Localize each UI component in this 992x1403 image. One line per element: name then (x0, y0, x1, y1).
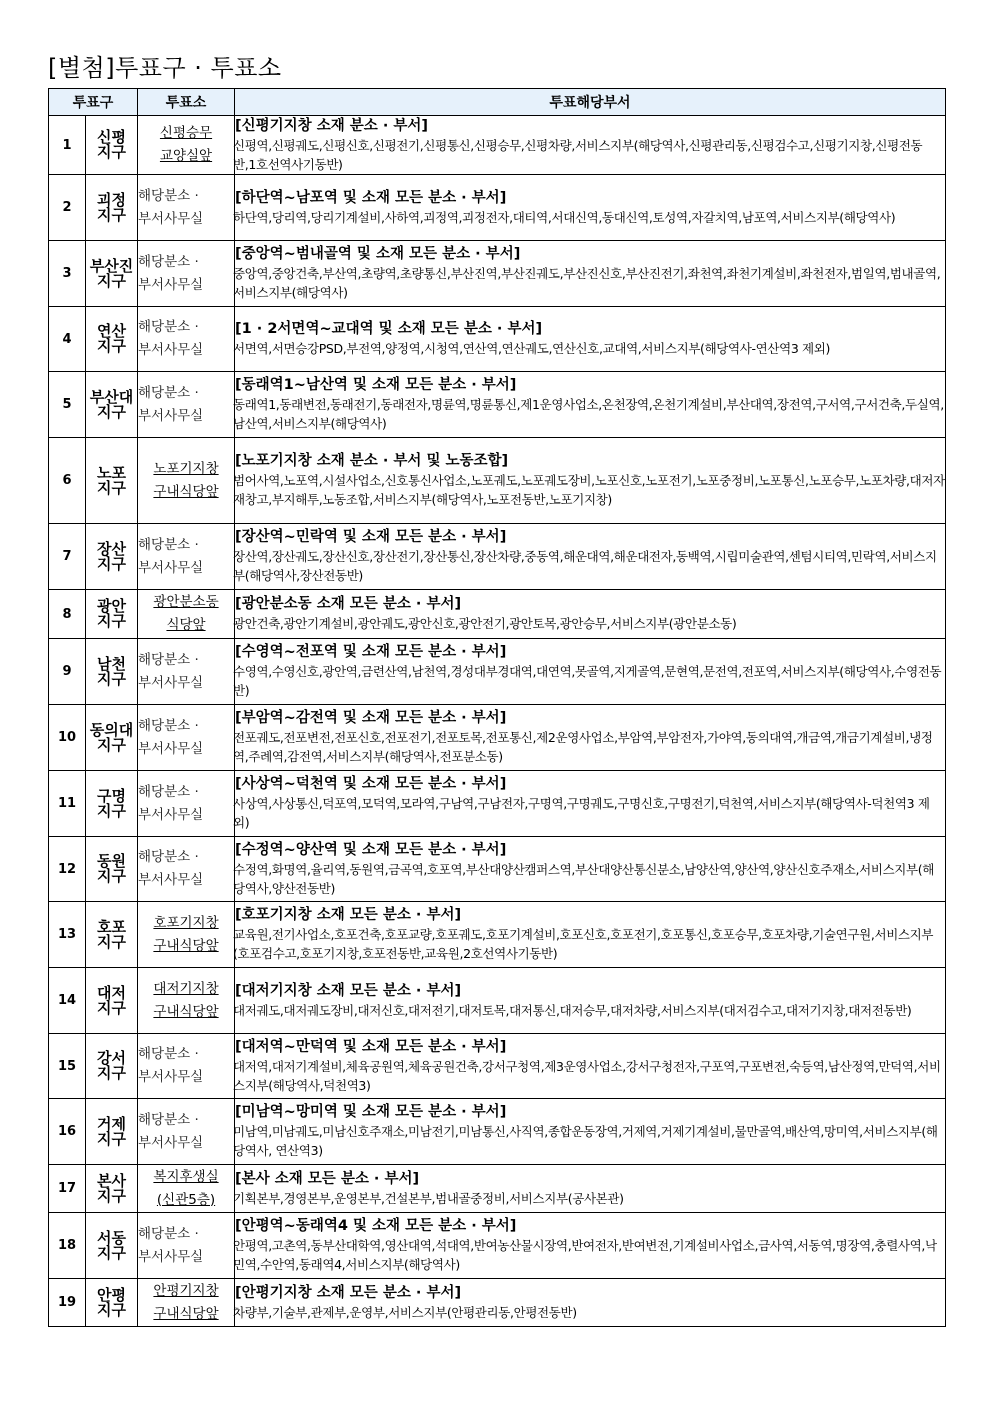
polling-location (138, 1213, 235, 1279)
table-row (49, 705, 946, 771)
district-name (86, 372, 138, 438)
district-name (86, 438, 138, 524)
district-name-line: 괴정 (97, 190, 126, 209)
table-row (49, 968, 946, 1034)
department-title: [수영역~전포역 및 소재 모든 분소 · 부서] (235, 644, 507, 660)
department-cell (235, 116, 946, 175)
district-name-line: 지구 (97, 932, 126, 951)
table-body (49, 116, 946, 1327)
polling-location (138, 524, 235, 590)
polling-location-line: 대저기지창 (153, 980, 219, 997)
district-number: 12 (49, 837, 86, 902)
district-name-line: 지구 (97, 402, 126, 421)
department-cell (235, 639, 946, 705)
district-name-line: 지구 (97, 1129, 126, 1148)
table-row (49, 372, 946, 438)
district-name (86, 175, 138, 241)
district-name-line: 지구 (97, 271, 126, 290)
department-title: [하단역~남포역 및 소재 모든 분소 · 부서] (235, 189, 507, 206)
polling-location (138, 902, 235, 968)
district-name-line: 지구 (97, 801, 126, 820)
polling-location-line: 해당분소 · (138, 1225, 199, 1242)
table-row (49, 438, 946, 524)
polling-location-line: 노포기지창 (153, 460, 219, 477)
district-name-line: 광안 (97, 597, 126, 615)
district-name-line: 부산대 (89, 387, 134, 406)
district-name-line: 강서 (97, 1049, 126, 1067)
district-name-line: 연산 (97, 322, 126, 340)
district-number: 10 (49, 705, 86, 771)
polling-location (138, 116, 235, 175)
department-cell (235, 705, 946, 771)
department-cell (235, 837, 946, 902)
department-list: 장산역,장산궤도,장산신호,장산전기,장산통신,장산차량,중동역,해운대역,해운대전자,동백역,시립미술관역,센텀시티역,민락역,서비스지부(해당역사,장산전동반) (233, 549, 937, 583)
department-list: 범어사역,노포역,시설사업소,신호통신사업소,노포궤도,노포궤도장비,노포신호,노포전기,노포중정비,노포통신,노포승무,노포차량,대저자재창고,부지해투,노동조합,서비스지부(해당역사,노포전동반,노포기지창) (233, 473, 945, 507)
district-name (86, 116, 138, 175)
polling-location (138, 438, 235, 524)
polling-location-line: 교양실앞 (159, 148, 213, 164)
district-number: 13 (49, 902, 86, 968)
district-name-line: 지구 (97, 998, 126, 1017)
district-name (86, 1165, 138, 1213)
table-row (49, 175, 946, 241)
district-number: 8 (49, 590, 86, 639)
table-row (49, 307, 946, 372)
department-list: 미남역,미남궤도,미남신호주재소,미남전기,미남통신,사직역,종합운동장역,거제역,거제기계설비,물만골역,배산역,망미역,서비스지부(해당역사, 연산역3) (233, 1124, 938, 1158)
district-number: 5 (49, 372, 86, 438)
department-cell (235, 771, 946, 837)
polling-location-line: 해당분소 · (138, 849, 199, 865)
district-name (86, 1279, 138, 1327)
polling-location-line: 신평승무 (159, 125, 213, 141)
department-cell (235, 372, 946, 438)
polling-location-line: 해당분소 · (138, 1111, 199, 1128)
district-name-line: 지구 (97, 143, 126, 161)
district-name (86, 1034, 138, 1099)
district-name-line: 지구 (97, 612, 126, 630)
table-row (49, 241, 946, 307)
district-name-line: 지구 (97, 735, 126, 754)
district-name-line: 동의대 (89, 720, 134, 739)
district-number: 1 (49, 116, 86, 175)
polling-location-line: 부서사무실 (138, 1134, 204, 1151)
district-number: 17 (49, 1165, 86, 1213)
department-list: 사상역,사상통신,덕포역,모덕역,모라역,구남역,구남전자,구명역,구명궤도,구명신호,구명전기,덕천역,서비스지부(해당역사-덕천역3 제외) (233, 796, 930, 830)
polling-location-line: 호포기지창 (153, 914, 219, 931)
department-title: [사상역~덕천역 및 소재 모든 분소 · 부서] (235, 776, 507, 792)
polling-location-line: 안평기지창 (153, 1282, 219, 1299)
district-name-line: 부산진 (89, 256, 134, 275)
department-cell (235, 307, 946, 372)
document-title: [별첨]투표구 · 투표소 (48, 54, 282, 82)
district-name (86, 1099, 138, 1165)
district-number: 16 (49, 1099, 86, 1165)
district-name (86, 590, 138, 639)
department-list: 중앙역,중앙건축,부산역,초량역,초량통신,부산진역,부산진궤도,부산진신호,부산진전기,좌천역,좌천기계설비,좌천전자,범일역,범내골역,서비스지부(해당역사) (233, 266, 941, 300)
polling-location-line: 부서사무실 (138, 342, 204, 358)
district-number: 6 (49, 438, 86, 524)
department-list: 교육원,전기사업소,호포건축,호포교량,호포궤도,호포기계설비,호포신호,호포전기,호포통신,호포승무,호포차량,기술연구원,서비스지부(호포검수고,호포기지창,호포전동반,교육원,2호선역사기동반) (233, 927, 934, 961)
district-name-line: 지구 (97, 867, 126, 885)
district-name-line: 남천 (97, 654, 126, 673)
polling-location-line: 구내식당앞 (153, 1305, 219, 1322)
department-list: 수영역,수영신호,광안역,금련산역,남천역,경성대부경대역,대연역,못골역,지게골역,문현역,문전역,전포역,서비스지부(해당역사,수영전동반) (233, 664, 942, 698)
polling-location (138, 1099, 235, 1165)
department-list: 수정역,화명역,율리역,동원역,금곡역,호포역,부산대양산캠퍼스역,부산대양산통신분소,남양산역,양산역,양산신호주재소,서비스지부(해당역사,양산전동반) (233, 861, 935, 896)
department-cell (235, 1279, 946, 1327)
department-cell (235, 1099, 946, 1165)
polling-location-line: 부서사무실 (138, 276, 204, 293)
district-name-line: 지구 (97, 1064, 126, 1082)
district-number: 4 (49, 307, 86, 372)
district-name-line: 안평 (97, 1285, 126, 1304)
district-name (86, 639, 138, 705)
polling-location-line: 구내식당앞 (153, 1003, 219, 1020)
header-district: 투표구 (49, 89, 138, 116)
polling-location-line: 식당앞 (166, 617, 206, 633)
polling-location (138, 968, 235, 1034)
polling-location (138, 241, 235, 307)
polling-location (138, 1034, 235, 1099)
department-cell (235, 902, 946, 968)
department-title: [장산역~민락역 및 소재 모든 분소 · 부서] (235, 529, 507, 545)
table-row (49, 590, 946, 639)
table-row (49, 116, 946, 175)
district-name-line: 동원 (97, 852, 126, 870)
table-row (49, 902, 946, 968)
polling-location (138, 771, 235, 837)
department-cell (235, 241, 946, 307)
department-list: 전포궤도,전포변전,전포신호,전포전기,전포토목,전포통신,제2운영사업소,부암역,부암전자,가야역,동의대역,개금역,개금기계설비,냉정역,주례역,감전역,서비스지부(해당역사,전포분소동) (233, 730, 933, 764)
department-title: [중앙역~범내골역 및 소재 모든 분소 · 부서] (235, 246, 521, 262)
district-number: 3 (49, 241, 86, 307)
district-name-line: 거제 (97, 1114, 126, 1133)
department-title: [부암역~감전역 및 소재 모든 분소 · 부서] (235, 710, 507, 726)
department-title: [1 · 2서면역~교대역 및 소재 모든 분소 · 부서] (235, 321, 543, 337)
polling-location-line: 부서사무실 (138, 1069, 204, 1085)
department-list: 대저역,대저기계설비,체육공원역,체육공원건축,강서구청역,제3운영사업소,강서구청전자,구포역,구포변전,숙등역,남산정역,만덕역,서비스지부(해당역사,덕천역3) (233, 1058, 941, 1093)
department-cell (235, 438, 946, 524)
polling-location-line: 해당분소 · (138, 536, 199, 553)
table-row (49, 1213, 946, 1279)
department-cell (235, 1034, 946, 1099)
polling-location (138, 590, 235, 639)
department-list: 서면역,서면승강PSD,부전역,양정역,시청역,연산역,연산궤도,연산신호,교대역,서비스지부(해당역사-연산역3 제외) (233, 341, 831, 356)
department-list: 안평역,고촌역,동부산대학역,영산대역,석대역,반여농산물시장역,반여전자,반여변전,기계설비사업소,금사역,서동역,명장역,충렬사역,낙민역,수안역,동래역4,서비스지부(해당역사) (233, 1238, 937, 1272)
department-title: [미남역~망미역 및 소재 모든 분소 · 부서] (235, 1104, 507, 1120)
district-name-line: 지구 (97, 669, 126, 688)
department-title: [노포기지창 소재 분소 · 부서 및 노동조합] (235, 453, 509, 469)
polling-location-line: 해당분소 · (138, 651, 199, 668)
department-list: 대저궤도,대저궤도장비,대저신호,대저전기,대저토목,대저통신,대저승무,대저차량,서비스지부(대저검수고,대저기지창,대저전동반) (233, 1002, 912, 1018)
district-name-line: 구명 (97, 786, 126, 805)
table-row (49, 1034, 946, 1099)
polling-location-line: 해당분소 · (138, 187, 199, 204)
polling-location-line: 해당분소 · (138, 384, 199, 401)
polling-location-line: 해당분소 · (138, 717, 199, 734)
header-department: 투표해당부서 (235, 89, 946, 116)
department-title: [수정역~양산역 및 소재 모든 분소 · 부서] (235, 841, 507, 858)
district-name-line: 지구 (97, 554, 126, 573)
table-row (49, 524, 946, 590)
district-name-line: 본사 (97, 1171, 126, 1190)
department-cell (235, 1213, 946, 1279)
district-name (86, 1213, 138, 1279)
polling-location (138, 1165, 235, 1213)
district-name-line: 장산 (97, 539, 126, 558)
polling-location-line: 부서사무실 (138, 806, 204, 823)
polling-location (138, 639, 235, 705)
department-title: [호포기지창 소재 모든 분소 · 부서] (235, 907, 462, 923)
polling-location-line: 광안분소동 (153, 594, 219, 610)
district-name (86, 241, 138, 307)
district-name-line: 서동 (97, 1228, 126, 1247)
department-list: 기획본부,경영본부,운영본부,건설본부,범내골중정비,서비스지부(공사본관) (233, 1190, 624, 1206)
district-name (86, 902, 138, 968)
table-row (49, 837, 946, 902)
polling-location-line: 해당분소 · (138, 783, 199, 800)
polling-location-line: 부서사무실 (138, 210, 204, 227)
district-number: 2 (49, 175, 86, 241)
department-title: [광안분소동 소재 모든 분소 · 부서] (235, 596, 462, 612)
table-row (49, 1279, 946, 1327)
table-row (49, 1099, 946, 1165)
department-cell (235, 590, 946, 639)
polling-location-line: 부서사무실 (138, 1248, 204, 1265)
district-name (86, 771, 138, 837)
department-cell (235, 175, 946, 241)
district-name-line: 지구 (97, 1186, 126, 1205)
district-name-line: 지구 (97, 205, 126, 224)
polling-location (138, 1279, 235, 1327)
district-name-line: 노포 (97, 463, 126, 482)
table-row (49, 639, 946, 705)
polling-location-line: 구내식당앞 (153, 937, 219, 954)
district-number: 9 (49, 639, 86, 705)
district-name (86, 705, 138, 771)
polling-location (138, 837, 235, 902)
polling-location-line: (신관5층) (156, 1191, 216, 1208)
district-name (86, 968, 138, 1034)
department-list: 동래역1,동래변전,동래전기,동래전자,명륜역,명륜통신,제1운영사업소,온천장역,온천기계설비,부산대역,장전역,구서역,구서건축,두실역,남산역,서비스지부(해당역사) (233, 397, 944, 431)
district-number: 14 (49, 968, 86, 1034)
polling-location-line: 부서사무실 (138, 740, 204, 757)
department-cell (235, 1165, 946, 1213)
district-name-line: 지구 (97, 1243, 126, 1262)
department-title: [안평기지창 소재 모든 분소 · 부서] (235, 1284, 462, 1301)
polling-location-line: 부서사무실 (138, 407, 204, 424)
polling-location-line: 해당분소 · (138, 1046, 199, 1062)
district-name-line: 지구 (97, 478, 126, 497)
table-row (49, 771, 946, 837)
department-list: 차량부,기술부,관제부,운영부,서비스지부(안평관리동,안평전동반) (233, 1304, 577, 1320)
polling-location-line: 구내식당앞 (153, 483, 219, 500)
department-list: 하단역,당리역,당리기계설비,사하역,괴정역,괴정전자,대티역,서대신역,동대신역,토성역,자갈치역,남포역,서비스지부(해당역사) (233, 209, 896, 225)
department-title: [동래역1~남산역 및 소재 모든 분소 · 부서] (235, 377, 517, 393)
polling-location (138, 372, 235, 438)
department-title: [대저역~만덕역 및 소재 모든 분소 · 부서] (235, 1038, 507, 1055)
district-number: 18 (49, 1213, 86, 1279)
voting-table (48, 88, 946, 1327)
district-number: 19 (49, 1279, 86, 1327)
district-number: 11 (49, 771, 86, 837)
polling-location-line: 부서사무실 (138, 674, 204, 691)
polling-location-line: 해당분소 · (138, 319, 199, 335)
district-name-line: 대저 (97, 983, 126, 1002)
polling-location-line: 복지후생실 (153, 1168, 219, 1185)
polling-location-line: 부서사무실 (138, 559, 204, 576)
district-name (86, 307, 138, 372)
polling-location-line: 부서사무실 (138, 872, 204, 888)
polling-location (138, 307, 235, 372)
district-name-line: 지구 (97, 1300, 126, 1319)
department-title: [대저기지창 소재 모든 분소 · 부서] (235, 982, 462, 999)
department-title: [본사 소재 모든 분소 · 부서] (235, 1170, 420, 1187)
department-title: [안평역~동래역4 및 소재 모든 분소 · 부서] (235, 1218, 517, 1234)
table-header-row (49, 89, 946, 116)
district-name (86, 524, 138, 590)
district-name-line: 신평 (97, 128, 126, 146)
district-name-line: 호포 (97, 917, 126, 936)
polling-location-line: 해당분소 · (138, 253, 199, 270)
department-list: 신평역,신평궤도,신평신호,신평전기,신평통신,신평승무,신평차량,서비스지부(해당역사,신평관리동,신평검수고,신평기지창,신평전동반,1호선역사기동반) (233, 137, 923, 172)
header-location: 투표소 (138, 89, 235, 116)
district-number: 15 (49, 1034, 86, 1099)
district-name-line: 지구 (97, 337, 126, 355)
polling-location (138, 175, 235, 241)
polling-location (138, 705, 235, 771)
department-cell (235, 968, 946, 1034)
department-title: [신평기지창 소재 분소 · 부서] (235, 117, 429, 134)
table-row (49, 1165, 946, 1213)
department-cell (235, 524, 946, 590)
district-number: 7 (49, 524, 86, 590)
district-name (86, 837, 138, 902)
department-list: 광안건축,광안기계설비,광안궤도,광안신호,광안전기,광안토목,광안승무,서비스지부(광안분소동) (233, 616, 737, 631)
